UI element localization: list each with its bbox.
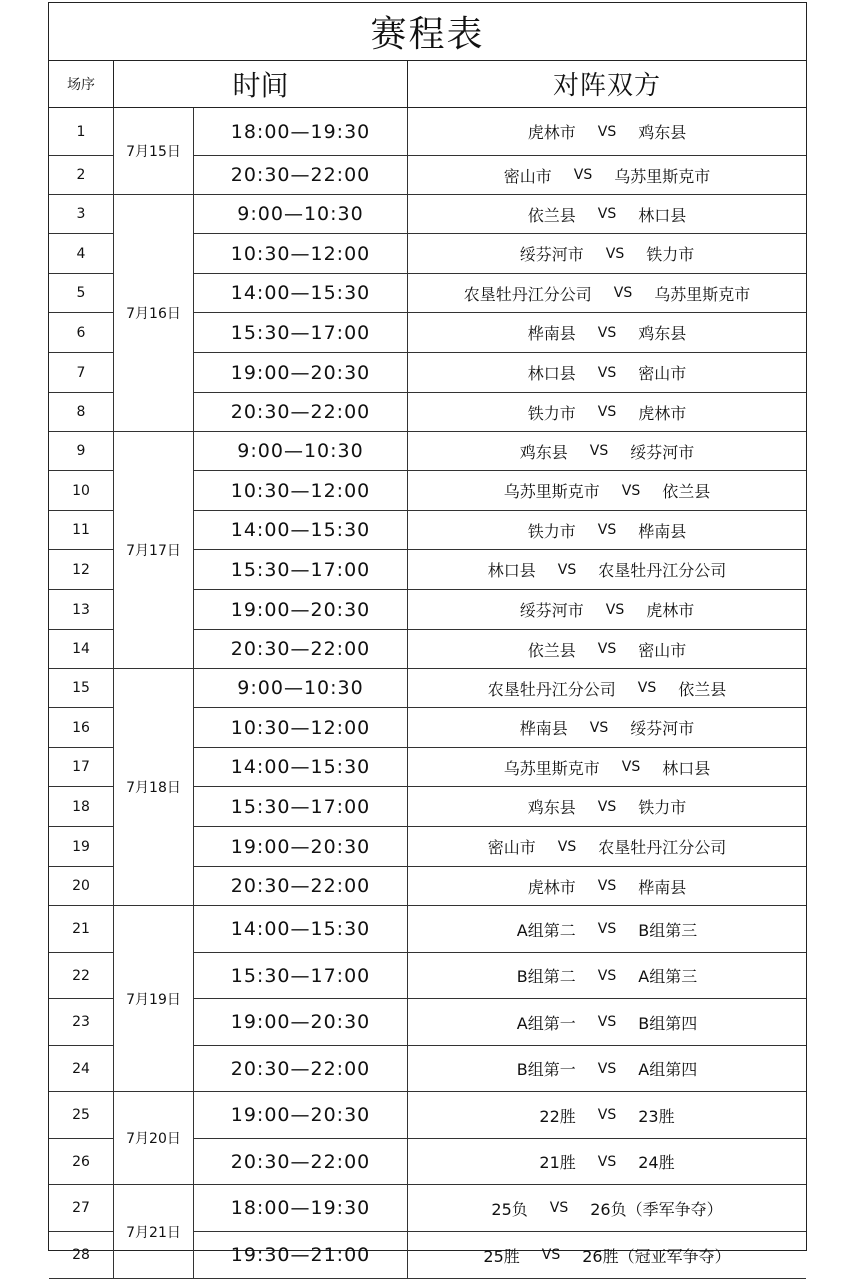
- matchup: [408, 708, 806, 748]
- date-cell: 7月20日: [114, 1092, 194, 1185]
- team-a: 绥芬河市: [519, 245, 584, 264]
- matchup: [408, 195, 806, 234]
- matchup: [408, 1046, 806, 1092]
- versus-label: VS: [541, 1247, 561, 1263]
- team-b: 乌苏里斯克市: [614, 166, 711, 186]
- team-b: 桦南县: [638, 877, 687, 897]
- versus-label: VS: [597, 1153, 617, 1170]
- match-time: 15:30—17:00: [194, 550, 408, 590]
- matchup: [408, 1185, 806, 1232]
- match-number: 15: [49, 669, 114, 708]
- team-b: 虎林市: [646, 601, 695, 620]
- match-number: 20: [49, 867, 114, 906]
- matchup: [408, 156, 806, 195]
- team-a: 鸡东县: [527, 798, 576, 817]
- match-time: 20:30—22:00: [194, 630, 408, 669]
- match-number: 16: [49, 708, 114, 748]
- team-b: 鸡东县: [638, 324, 687, 343]
- team-b: 铁力市: [646, 245, 695, 264]
- team-a: 乌苏里斯克市: [503, 482, 600, 501]
- match-number: 11: [49, 511, 114, 550]
- match-time: 20:30—22:00: [194, 156, 408, 195]
- match-number: 4: [49, 234, 114, 274]
- match-time: 15:30—17:00: [194, 313, 408, 353]
- matchup: [408, 313, 806, 353]
- match-time: 18:00—19:30: [194, 1185, 408, 1232]
- team-b: 乌苏里斯克市: [654, 284, 751, 304]
- match-time: 14:00—15:30: [194, 274, 408, 313]
- matchup: [408, 827, 806, 867]
- matchup: [408, 590, 806, 630]
- match-number: 8: [49, 393, 114, 432]
- team-a: 鸡东县: [519, 442, 568, 462]
- team-b: 依兰县: [662, 482, 711, 501]
- matchup: [408, 274, 806, 313]
- team-a: 林口县: [527, 364, 576, 383]
- match-number: 14: [49, 630, 114, 669]
- match-number: 2: [49, 156, 114, 195]
- versus-label: VS: [549, 1200, 569, 1216]
- versus-label: VS: [597, 798, 617, 815]
- team-b: 26负（季军争夺）: [590, 1199, 723, 1219]
- team-a: 25胜: [483, 1246, 520, 1266]
- date-cell: 7月16日: [114, 195, 194, 432]
- versus-label: VS: [621, 759, 641, 775]
- team-a: A组第一: [516, 1013, 576, 1033]
- matchup: [408, 108, 806, 156]
- match-time: 14:00—15:30: [194, 906, 408, 953]
- match-time: 19:00—20:30: [194, 999, 408, 1046]
- team-a: 林口县: [487, 561, 536, 580]
- match-time: 9:00—10:30: [194, 432, 408, 471]
- match-time: 10:30—12:00: [194, 471, 408, 511]
- match-time: 15:30—17:00: [194, 953, 408, 999]
- match-number: 26: [49, 1139, 114, 1185]
- header-matchup: 对阵双方: [408, 60, 806, 108]
- versus-label: VS: [573, 167, 593, 183]
- match-time: 15:30—17:00: [194, 787, 408, 827]
- date-cell: 7月19日: [114, 906, 194, 1092]
- match-time: 19:00—20:30: [194, 1092, 408, 1139]
- versus-label: VS: [621, 482, 641, 499]
- team-a: 桦南县: [527, 324, 576, 343]
- matchup: [408, 787, 806, 827]
- matchup: [408, 1232, 806, 1279]
- match-time: 19:00—20:30: [194, 353, 408, 393]
- matchup: [408, 353, 806, 393]
- match-time: 14:00—15:30: [194, 511, 408, 550]
- team-b: 铁力市: [638, 798, 687, 817]
- match-number: 5: [49, 274, 114, 313]
- header-match-number: 场序: [49, 60, 114, 108]
- match-time: 20:30—22:00: [194, 867, 408, 906]
- team-a: 22胜: [539, 1106, 576, 1126]
- match-time: 9:00—10:30: [194, 195, 408, 234]
- match-number: 13: [49, 590, 114, 630]
- header-time: 时间: [114, 60, 408, 108]
- match-number: 24: [49, 1046, 114, 1092]
- matchup: [408, 906, 806, 953]
- team-a: 密山市: [487, 838, 536, 857]
- match-time: 18:00—19:30: [194, 108, 408, 156]
- team-a: 桦南县: [519, 719, 568, 738]
- versus-label: VS: [605, 601, 625, 618]
- match-time: 19:00—20:30: [194, 827, 408, 867]
- versus-label: VS: [597, 967, 617, 984]
- team-b: 密山市: [638, 364, 687, 383]
- versus-label: VS: [613, 285, 633, 301]
- match-number: 19: [49, 827, 114, 867]
- match-number: 10: [49, 471, 114, 511]
- team-b: 鸡东县: [638, 123, 687, 142]
- match-time: 20:30—22:00: [194, 1046, 408, 1092]
- team-b: 林口县: [638, 205, 687, 225]
- matchup: [408, 999, 806, 1046]
- versus-label: VS: [597, 123, 617, 140]
- matchup: [408, 550, 806, 590]
- matchup: [408, 511, 806, 550]
- team-a: 铁力市: [527, 403, 576, 423]
- match-time: 19:00—20:30: [194, 590, 408, 630]
- team-a: 铁力市: [527, 521, 576, 541]
- match-number: 21: [49, 906, 114, 953]
- matchup: [408, 393, 806, 432]
- date-cell: 7月17日: [114, 432, 194, 669]
- matchup: [408, 1092, 806, 1139]
- match-time: 20:30—22:00: [194, 1139, 408, 1185]
- match-number: 23: [49, 999, 114, 1046]
- date-cell: 7月15日: [114, 108, 194, 195]
- match-time: 20:30—22:00: [194, 393, 408, 432]
- versus-label: VS: [597, 522, 617, 538]
- match-number: 27: [49, 1185, 114, 1232]
- team-b: 23胜: [638, 1106, 675, 1126]
- team-b: 26胜（冠亚军争夺）: [582, 1246, 731, 1266]
- team-b: 虎林市: [638, 403, 687, 423]
- versus-label: VS: [597, 1060, 617, 1077]
- team-b: 绥芬河市: [630, 442, 695, 462]
- team-a: 农垦牡丹江分公司: [463, 284, 592, 304]
- matchup: [408, 1139, 806, 1185]
- team-a: 21胜: [539, 1153, 576, 1172]
- team-a: 密山市: [503, 166, 552, 186]
- versus-label: VS: [557, 561, 577, 578]
- team-b: A组第四: [638, 1060, 698, 1079]
- team-a: 依兰县: [527, 205, 576, 225]
- versus-label: VS: [597, 921, 617, 937]
- team-b: 桦南县: [638, 521, 687, 541]
- match-number: 25: [49, 1092, 114, 1139]
- team-b: 绥芬河市: [630, 719, 695, 738]
- team-a: B组第二: [516, 967, 576, 986]
- team-a: 依兰县: [527, 640, 576, 660]
- team-b: A组第三: [638, 967, 698, 986]
- match-number: 12: [49, 550, 114, 590]
- match-number: 3: [49, 195, 114, 234]
- team-b: 林口县: [662, 758, 711, 778]
- matchup: [408, 867, 806, 906]
- team-b: 密山市: [638, 640, 687, 660]
- matchup: [408, 953, 806, 999]
- versus-label: VS: [597, 364, 617, 381]
- schedule-table: [48, 2, 807, 1266]
- matchup: [408, 748, 806, 787]
- versus-label: VS: [605, 245, 625, 262]
- team-a: 虎林市: [527, 877, 576, 897]
- team-b: 农垦牡丹江分公司: [598, 838, 727, 857]
- versus-label: VS: [597, 641, 617, 657]
- matchup: [408, 432, 806, 471]
- match-time: 14:00—15:30: [194, 748, 408, 787]
- matchup: [408, 234, 806, 274]
- matchup: [408, 630, 806, 669]
- matchup: [408, 669, 806, 708]
- versus-label: VS: [557, 838, 577, 855]
- team-a: 绥芬河市: [519, 601, 584, 620]
- match-time: 9:00—10:30: [194, 669, 408, 708]
- matchup: [408, 471, 806, 511]
- date-cell: 7月18日: [114, 669, 194, 906]
- team-b: 农垦牡丹江分公司: [598, 561, 727, 580]
- versus-label: VS: [597, 324, 617, 341]
- match-time: 10:30—12:00: [194, 708, 408, 748]
- team-a: 25负: [491, 1199, 528, 1219]
- team-a: A组第二: [516, 920, 576, 940]
- page-title: 赛程表: [49, 3, 806, 61]
- match-number: 7: [49, 353, 114, 393]
- match-number: 22: [49, 953, 114, 999]
- team-a: 乌苏里斯克市: [503, 758, 600, 778]
- versus-label: VS: [597, 1107, 617, 1123]
- match-number: 28: [49, 1232, 114, 1279]
- team-a: 农垦牡丹江分公司: [487, 679, 616, 699]
- match-time: 10:30—12:00: [194, 234, 408, 274]
- team-b: B组第三: [638, 920, 698, 940]
- match-time: 19:30—21:00: [194, 1232, 408, 1279]
- match-number: 17: [49, 748, 114, 787]
- versus-label: VS: [589, 719, 609, 736]
- versus-label: VS: [597, 206, 617, 222]
- match-number: 6: [49, 313, 114, 353]
- versus-label: VS: [589, 443, 609, 459]
- team-b: B组第四: [638, 1013, 698, 1033]
- team-b: 依兰县: [678, 679, 727, 699]
- match-number: 9: [49, 432, 114, 471]
- versus-label: VS: [597, 878, 617, 894]
- versus-label: VS: [597, 1014, 617, 1030]
- versus-label: VS: [597, 404, 617, 420]
- versus-label: VS: [637, 680, 657, 696]
- team-b: 24胜: [638, 1153, 675, 1172]
- team-a: 虎林市: [527, 123, 576, 142]
- match-number: 18: [49, 787, 114, 827]
- match-number: 1: [49, 108, 114, 156]
- date-cell: 7月21日: [114, 1185, 194, 1279]
- team-a: B组第一: [516, 1060, 576, 1079]
